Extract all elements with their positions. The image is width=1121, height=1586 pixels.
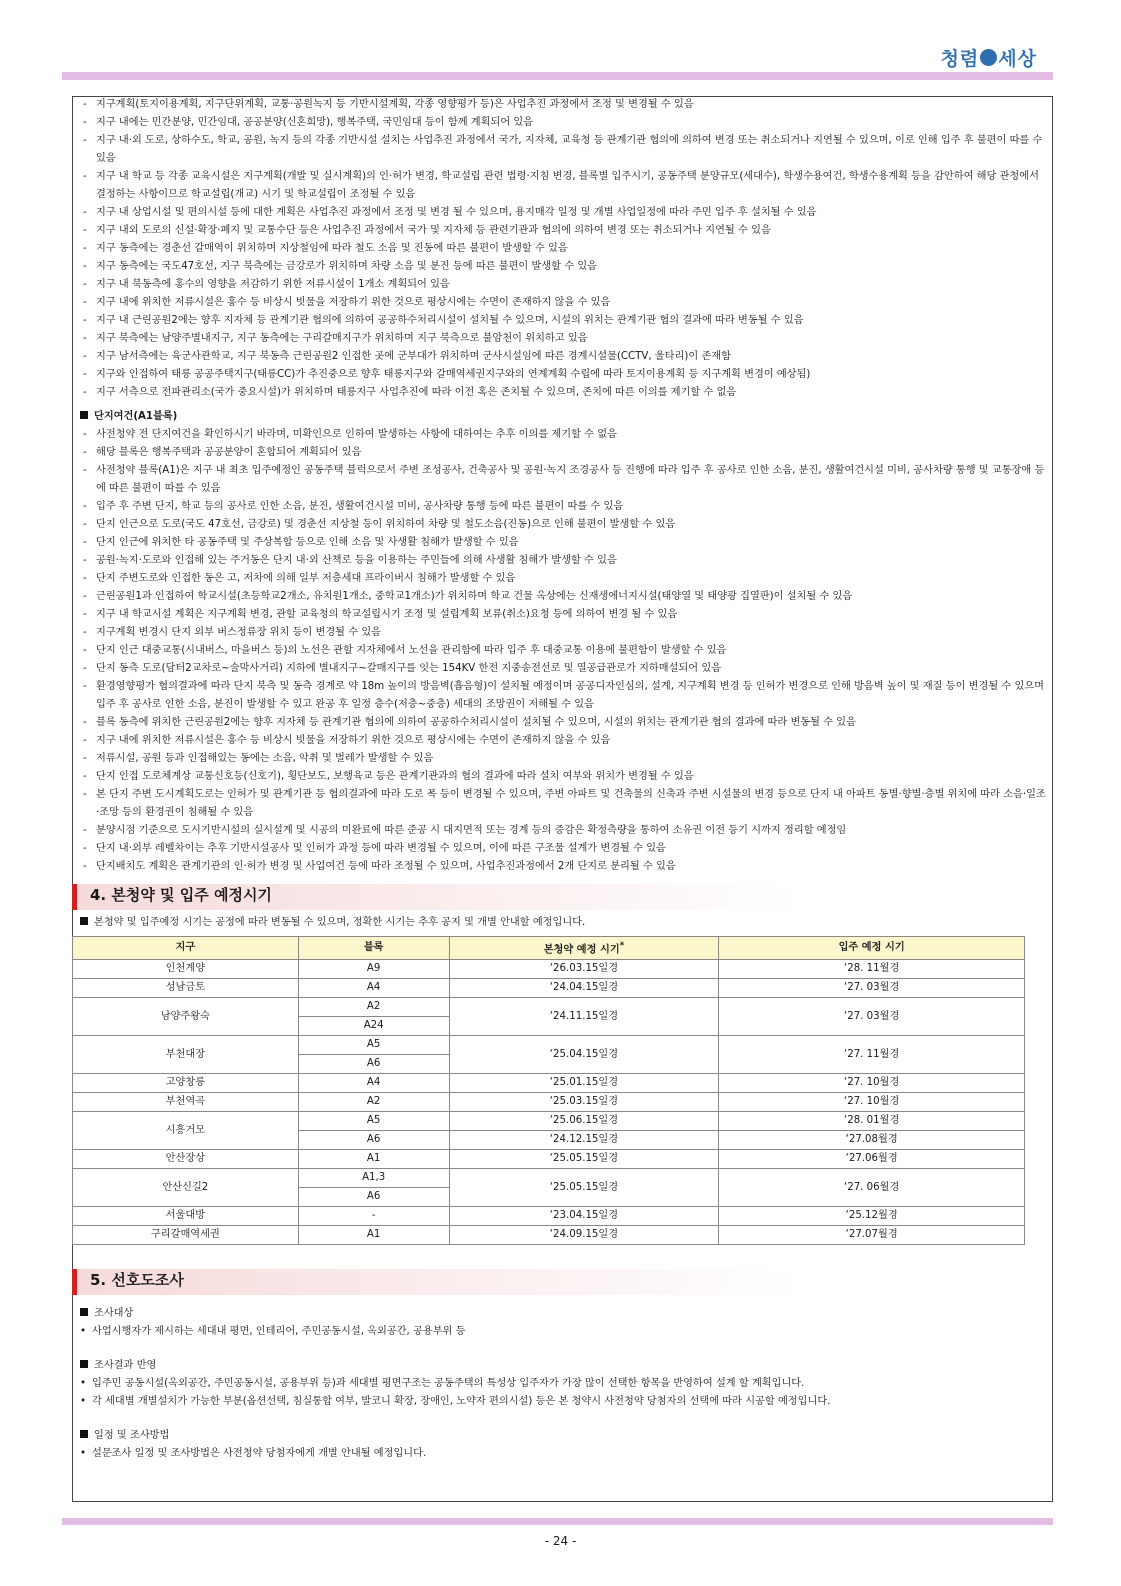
subscription-cell: ‘24.04.15일경 <box>449 979 719 998</box>
bullet-item: - 단지 내·외부 레벨차이는 추후 기반시설공사 및 인허가 과정 등에 따라 변경될 수 있으며, 이에 따른 구조물 설계가 변경될 수 있음 <box>80 840 1048 858</box>
col-header-district: 지구 <box>73 937 299 960</box>
block-cell: A4 <box>298 1074 449 1093</box>
table-row <box>73 979 1025 998</box>
subscription-cell: ‘25.05.15일경 <box>449 1150 719 1169</box>
bullet-item: - 지구와 인접하여 태릉 공공주택지구(태릉CC)가 추진중으로 향후 태릉지구와 갈매역세권지구와의 연계계획 수립에 따라 토지이용계획 등 지구계획 변경이 예상됨) <box>80 366 1048 384</box>
subscription-cell: ‘26.03.15일경 <box>449 960 719 979</box>
move-in-cell: ‘27. 03월경 <box>719 998 1025 1036</box>
subscription-cell: ‘25.06.15일경 <box>449 1112 719 1131</box>
complex-conditions-list <box>80 426 1048 876</box>
table-row <box>73 998 1025 1017</box>
table-row <box>73 1036 1025 1055</box>
logo: 청렴 세상 <box>940 48 1037 70</box>
block-cell: - <box>298 1207 449 1226</box>
block-cell: A6 <box>298 1131 449 1150</box>
move-in-cell: ‘27. 10월경 <box>719 1074 1025 1093</box>
table-row <box>73 1207 1025 1226</box>
bullet-item: - 환경영향평가 협의결과에 따라 단지 북측 및 동측 경계로 약 18m 높이의 방음벽(흡음형)이 설치될 예정이며 공공디자인심의, 설계, 지구계획 변경 등 인허가 변경으로 인해 방음벽 높이 및 재질 등이 변경될 수 있으며 입주 후 공사로 인한 소음, 분진이 발생할 수 있고 완공 후 일정 층수(저층~중층) 세대의 조망권이 저해될 수 있음 <box>80 678 1048 714</box>
bullet-item: - 본 단지 주변 도시계획도로는 인허가 및 관계기관 등 협의결과에 따라 도로 폭 등이 변경될 수 있으며, 주변 아파트 및 건축물의 신축과 주변 시설물의 변경 등으로 단지 내 아파트 동별·향별·층별 위치에 따라 소음·일조·조망 등의 환경권이 침해될 수 있음 <box>80 786 1048 822</box>
square-bullet-icon <box>80 917 88 925</box>
col-header-move-in: 입주 예정 시기 <box>719 937 1025 960</box>
bullet-item: - 지구 내 학교시설 계획은 지구계획 변경, 관할 교육청의 학교설립시기 조정 및 설립계획 보류(취소)요청 등에 의하여 변경 될 수 있음 <box>80 606 1048 624</box>
col-header-subscription: 본청약 예정 시기* <box>449 937 719 960</box>
bullet-item: - 지구 남서측에는 육군사관학교, 지구 북동측 근린공원2 인접한 곳에 군부대가 위치하며 군사시설임에 따른 경계시설물(CCTV, 울타리)이 존재함 <box>80 348 1048 366</box>
bullet-item: - 지구 내 상업시설 및 편의시설 등에 대한 계획은 사업추진 과정에서 조정 및 변경 될 수 있으며, 용지매각 일정 및 개별 사업일정에 따라 주민 입주 후 설치될 수 있음 <box>80 204 1048 222</box>
bullet-item: - 블록 동측에 위치한 근린공원2에는 향후 지자체 등 관계기관 협의에 의하여 공공하수처리시설이 설치될 수 있으며, 시설의 위치는 관계기관 협의 결과에 따라 변동될 수 있음 <box>80 714 1048 732</box>
subscription-cell: ‘25.04.15일경 <box>449 1036 719 1074</box>
bullet-item: - 입주 후 주변 단지, 학교 등의 공사로 인한 소음, 분진, 생활여건시설 미비, 공사차량 통행 등에 따른 불편이 따를 수 있음 <box>80 498 1048 516</box>
move-in-cell: ‘27. 03월경 <box>719 979 1025 998</box>
move-in-cell: ‘27.07월경 <box>719 1226 1025 1245</box>
move-in-cell: ‘27.06월경 <box>719 1150 1025 1169</box>
block-cell: A1 <box>298 1150 449 1169</box>
bullet-item: - 단지 인접 도로체계상 교통신호등(신호기), 횡단보도, 보행육교 등은 관계기관과의 협의 결과에 따라 설치 여부와 위치가 변경될 수 있음 <box>80 768 1048 786</box>
district-cell: 안산신길2 <box>73 1169 299 1207</box>
district-cell: 안산장상 <box>73 1150 299 1169</box>
bullet-item: - 지구 내 근린공원2에는 향후 지자체 등 관계기관 협의에 의하여 공공하수처리시설이 설치될 수 있으며, 시설의 위치는 관계기관 협의 결과에 따라 변동될 수 있음 <box>80 312 1048 330</box>
table-row <box>73 1093 1025 1112</box>
bullet-item: - 지구 내외 도로의 신설·확장·폐지 및 교통수단 등은 사업추진 과정에서 국가 및 지자체 등 관련기관과 협의에 의하여 변경 또는 취소되거나 지연될 수 있음 <box>80 222 1048 240</box>
district-cell: 인천계양 <box>73 960 299 979</box>
bullet-item: - 지구 내 북동측에 홍수의 영향을 저감하기 위한 저류시설이 1개소 계획되어 있음 <box>80 276 1048 294</box>
complex-heading: 단지여건(A1블록) <box>80 408 1048 426</box>
district-cell: 시흥거모 <box>73 1112 299 1150</box>
survey-schedule-heading: 일정 및 조사방법 <box>80 1427 1048 1445</box>
table-row <box>73 1226 1025 1245</box>
section4-heading: 4. 본청약 및 입주 예정시기 <box>72 884 1048 910</box>
district-cell: 성남금토 <box>73 979 299 998</box>
subscription-cell: ‘24.11.15일경 <box>449 998 719 1036</box>
district-cell: 구리갈매역세권 <box>73 1226 299 1245</box>
subscription-cell: ‘25.05.15일경 <box>449 1169 719 1207</box>
table-row <box>73 1112 1025 1131</box>
move-in-cell: ‘25.12월경 <box>719 1207 1025 1226</box>
bullet-item: - 지구 내·외 도로, 상하수도, 학교, 공원, 녹지 등의 각종 기반시설 설치는 사업추진 과정에서 국가, 지자체, 교육청 등 관계기관 협의에 의하여 변경 또는 취소되거나 지연될 수 있으며, 이로 인해 입주 후 불편이 따를 수 있음 <box>80 132 1048 168</box>
block-cell: A1 <box>298 1226 449 1245</box>
page-content <box>80 96 1048 1463</box>
bullet-item: - 단지 인근 대중교통(시내버스, 마을버스 등)의 노선은 관할 지자체에서 노선을 관리함에 따라 입주 후 대중교통 이용에 불편함이 발생할 수 있음 <box>80 642 1048 660</box>
district-cell: 남양주왕숙 <box>73 998 299 1036</box>
bullet-item: - 사전청약 전 단지여건을 확인하시기 바라며, 미확인으로 인하여 발생하는 사항에 대하여는 추후 이의를 제기할 수 없음 <box>80 426 1048 444</box>
block-cell: A2 <box>298 1093 449 1112</box>
bullet-item: - 지구 내에는 민간분양, 민간임대, 공공분양(신혼희망), 행복주택, 국민임대 등이 함께 계획되어 있음 <box>80 114 1048 132</box>
square-bullet-icon <box>80 1360 88 1368</box>
district-cell: 부천역곡 <box>73 1093 299 1112</box>
table-row <box>73 960 1025 979</box>
bullet-item: - 단지배치도 계획은 관계기관의 인·허가 변경 및 사업여건 등에 따라 조정될 수 있으며, 사업추진과정에서 2개 단지로 분리될 수 있음 <box>80 858 1048 876</box>
bullet-item: - 지구 서측으로 전파관리소(국가 중요시설)가 위치하며 태릉지구 사업추진에 따라 이전 혹은 존치될 수 있으며, 존치에 따른 이의를 제기할 수 없음 <box>80 384 1048 402</box>
block-cell: A24 <box>298 1017 449 1036</box>
square-bullet-icon <box>80 1308 88 1316</box>
bullet-item: - 지구 내에 위치한 저류시설은 홍수 등 비상시 빗물을 저장하기 위한 것으로 평상시에는 수면이 존재하지 않을 수 있음 <box>80 294 1048 312</box>
page-number: - 24 - <box>544 1534 577 1548</box>
block-cell: A4 <box>298 979 449 998</box>
bottom-divider <box>62 1518 1053 1525</box>
district-cell: 고양창릉 <box>73 1074 299 1093</box>
block-cell: A2 <box>298 998 449 1017</box>
bullet-item: - 근린공원1과 인접하여 학교시설(초등학교2개소, 유치원1개소, 중학교1개소)가 위치하며 학교 건물 옥상에는 신재생에너지시설(태양열 및 태양광 집열판)이 설치될 수 있음 <box>80 588 1048 606</box>
bullet-item: - 지구계획(토지이용계획, 지구단위계획, 교통·공원녹지 등 기반시설계획, 각종 영향평가 등)은 사업추진 과정에서 조정 및 변경될 수 있음 <box>80 96 1048 114</box>
subscription-cell: ‘24.09.15일경 <box>449 1226 719 1245</box>
block-cell: A6 <box>298 1188 449 1207</box>
bullet-item: - 지구 내 학교 등 각종 교육시설은 지구계획(개발 및 실시계획)의 인·허가 변경, 학교설립 관련 법령·지침 변경, 블록별 입주시기, 공동주택 분양규모(세대수), 학생수용여건, 학생수용계획 등을 감안하여 해당 관청에서 결정하는 사항이므로 학교설립(개교) 시기 및 학교설립이 조정될 수 있음 <box>80 168 1048 204</box>
survey-target-heading: 조사대상 <box>80 1305 1048 1323</box>
bullet-item: - 저류시설, 공원 등과 인접해있는 동에는 소음, 악취 및 벌레가 발생할 수 있음 <box>80 750 1048 768</box>
subscription-cell: ‘25.01.15일경 <box>449 1074 719 1093</box>
block-cell: A1,3 <box>298 1169 449 1188</box>
bullet-item: - 단지 인근에 위치한 타 공동주택 및 주상복합 등으로 인해 소음 및 사생활 침해가 발생할 수 있음 <box>80 534 1048 552</box>
top-divider <box>62 72 1053 80</box>
section4-note: 본청약 및 입주예정 시기는 공정에 따라 변동될 수 있으며, 정확한 시기는 추후 공지 및 개별 안내할 예정입니다. <box>80 914 1048 932</box>
bullet-item: - 지구 내에 위치한 저류시설은 홍수 등 비상시 빗물을 저장하기 위한 것으로 평상시에는 수면이 존재하지 않을 수 있음 <box>80 732 1048 750</box>
district-cell: 부천대장 <box>73 1036 299 1074</box>
move-in-cell: ‘27. 06월경 <box>719 1169 1025 1207</box>
bullet-item: - 지구계획 변경시 단지 외부 버스정류장 위치 등이 변경될 수 있음 <box>80 624 1048 642</box>
square-bullet-icon <box>80 411 88 419</box>
block-cell: A6 <box>298 1055 449 1074</box>
bullet-item: - 지구 북측에는 남양주별내지구, 지구 동측에는 구리갈매지구가 위치하며 지구 북측으로 불암천이 위치하고 있음 <box>80 330 1048 348</box>
block-cell: A5 <box>298 1112 449 1131</box>
district-conditions-list <box>80 96 1048 402</box>
col-header-block: 블록 <box>298 937 449 960</box>
table-row <box>73 1169 1025 1188</box>
move-in-cell: ‘27.08월경 <box>719 1131 1025 1150</box>
move-in-cell: ‘27. 10월경 <box>719 1093 1025 1112</box>
survey-result-heading: 조사결과 반영 <box>80 1357 1048 1375</box>
bullet-item: - 사전청약 블록(A1)은 지구 내 최초 입주예정인 공동주택 블럭으로서 주변 조성공사, 건축공사 및 공원·녹지 조경공사 등 진행에 따라 입주 후 공사로 인한 소음, 분진, 생활여건시설 미비, 공사차량 통행 및 교통장애 등에 따른 불편이 따를 수 있음 <box>80 462 1048 498</box>
move-in-cell: ‘28. 11월경 <box>719 960 1025 979</box>
logo-mark-icon <box>980 49 997 66</box>
survey-result-item: • 각 세대별 개별설치가 가능한 부분(옵션선택, 침실통합 여부, 발코니 확장, 장애인, 노약자 편의시설) 등은 본 청약시 사전청약 당첨자의 선택에 따라 시공할 예정입니다. <box>80 1393 1048 1411</box>
table-row <box>73 1074 1025 1093</box>
block-cell: A5 <box>298 1036 449 1055</box>
table-row <box>73 1150 1025 1169</box>
bullet-item: - 분양시점 기준으로 도시기반시설의 실시설계 및 시공의 미완료에 따른 준공 시 대지면적 또는 경계 등의 증감은 확정측량을 통하여 소유권 이전 등기 시까지 정리할 예정임 <box>80 822 1048 840</box>
survey-schedule-item: • 설문조사 일정 및 조사방법은 사전청약 당첨자에게 개별 안내될 예정입니다. <box>80 1445 1048 1463</box>
bullet-item: - 지구 동측에는 경춘선 갈매역이 위치하며 지상철임에 따라 철도 소음 및 진동에 따른 불편이 발생할 수 있음 <box>80 240 1048 258</box>
move-in-cell: ‘27. 11월경 <box>719 1036 1025 1074</box>
bullet-item: - 공원·녹지·도로와 인접해 있는 주거동은 단지 내·외 산책로 등을 이용하는 주민들에 의해 사생활 침해가 발생할 수 있음 <box>80 552 1048 570</box>
bullet-item: - 단지 동측 도로(담터2교차로~술막사거리) 지하에 별내지구~갈매지구를 잇는 154KV 한전 지중송전선로 및 열공급관로가 지하매설되어 있음 <box>80 660 1048 678</box>
subscription-cell: ‘23.04.15일경 <box>449 1207 719 1226</box>
survey-target-item: • 사업시행자가 제시하는 세대내 평면, 인테리어, 주민공동시설, 옥외공간, 공용부위 등 <box>80 1323 1048 1341</box>
bullet-item: - 단지 주변도로와 인접한 동은 고, 저차에 의해 일부 저층세대 프라이버시 침해가 발생할 수 있음 <box>80 570 1048 588</box>
subscription-cell: ‘25.03.15일경 <box>449 1093 719 1112</box>
move-in-cell: ‘28. 01월경 <box>719 1112 1025 1131</box>
schedule-table <box>72 936 1025 1245</box>
block-cell: A9 <box>298 960 449 979</box>
survey-result-item: • 입주민 공동시설(옥외공간, 주민공동시설, 공용부위 등)과 세대별 평면구조는 공동주택의 특성상 입주자가 가장 많이 선택한 항목을 반영하여 설계 할 계획입니다. <box>80 1375 1048 1393</box>
bullet-item: - 지구 동측에는 국도47호선, 지구 북측에는 금강로가 위치하며 차량 소음 및 분진 등에 따른 불편이 발생할 수 있음 <box>80 258 1048 276</box>
subscription-cell: ‘24.12.15일경 <box>449 1131 719 1150</box>
district-cell: 서울대방 <box>73 1207 299 1226</box>
square-bullet-icon <box>80 1430 88 1438</box>
bullet-item: - 단지 인근으로 도로(국도 47호선, 금강로) 및 경춘선 지상철 등이 위치하여 차량 및 철도소음(진동)으로 인해 불편이 발생할 수 있음 <box>80 516 1048 534</box>
bullet-item: - 해당 블록은 행복주택과 공공분양이 혼합되어 계획되어 있음 <box>80 444 1048 462</box>
section5-heading: 5. 선호도조사 <box>72 1269 1048 1295</box>
